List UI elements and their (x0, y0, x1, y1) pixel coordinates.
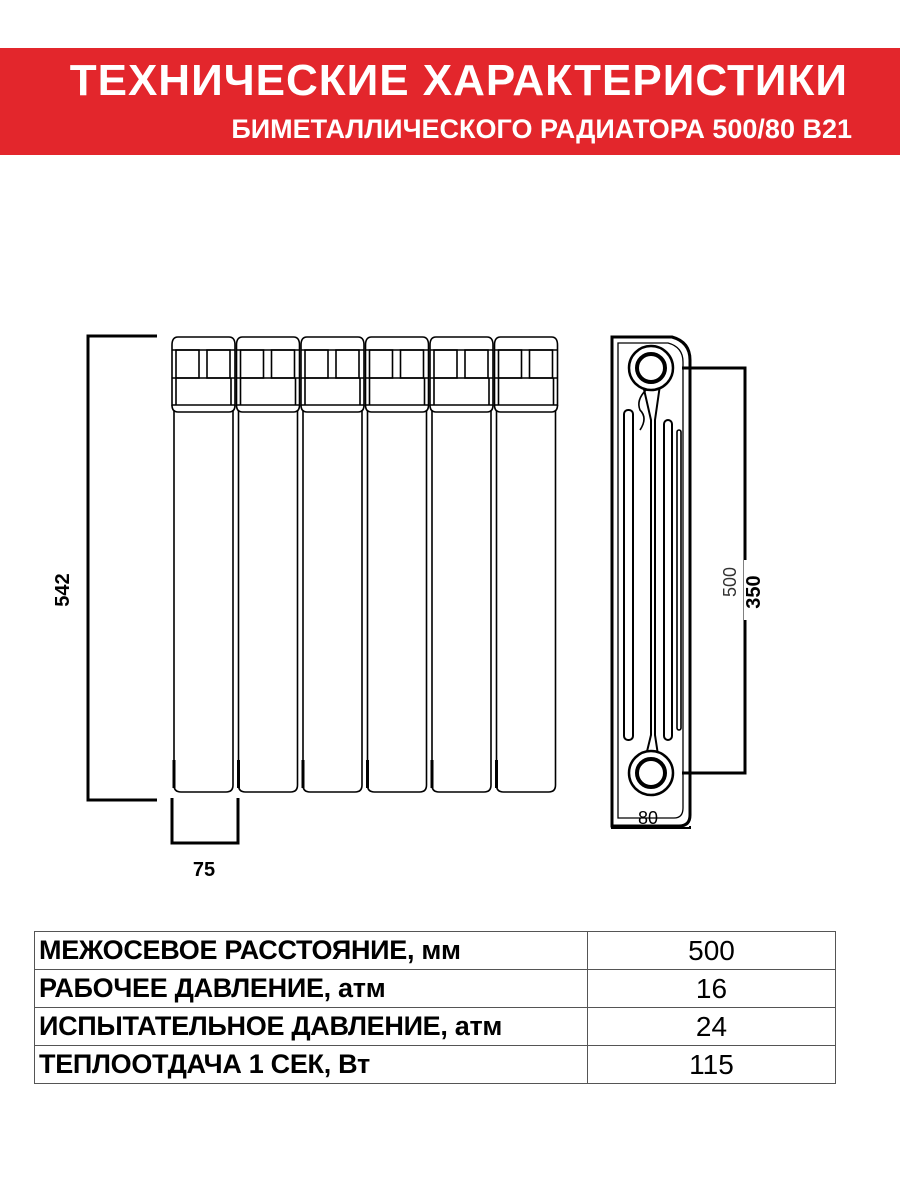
spec-label: РАБОЧЕЕ ДАВЛЕНИЕ, атм (35, 970, 588, 1008)
radiator-section (366, 337, 429, 792)
spec-row (35, 1008, 836, 1046)
spec-row (35, 932, 836, 970)
spec-label: ТЕПЛООТДАЧА 1 СЕК, Вт (35, 1046, 588, 1084)
spec-value: 24 (588, 1008, 836, 1046)
radiator-section (237, 337, 300, 792)
spec-value: 500 (588, 932, 836, 970)
spec-row (35, 1046, 836, 1084)
front-view (172, 337, 558, 792)
axis-distance-label: 500 (720, 566, 740, 598)
inner-dimension-label: 350 (743, 575, 765, 609)
spec-row (35, 970, 836, 1008)
radiator-section (301, 337, 364, 792)
section-width-label: 75 (192, 859, 216, 881)
height-dimension (88, 336, 157, 800)
page-subtitle: БИМЕТАЛЛИЧЕСКОГО РАДИАТОРА 500/80 B21 (231, 114, 852, 144)
radiator-section (430, 337, 493, 792)
spec-label: МЕЖОСЕВОЕ РАССТОЯНИЕ, мм (35, 932, 588, 970)
specs-table (34, 931, 836, 1084)
radiator-section (495, 337, 558, 792)
section-width-dimension (172, 798, 238, 843)
side-view (612, 337, 690, 826)
spec-value: 115 (588, 1046, 836, 1084)
spec-label: ИСПЫТАТЕЛЬНОЕ ДАВЛЕНИЕ, атм (35, 1008, 588, 1046)
radiator-section (172, 337, 235, 792)
height-label: 542 (52, 573, 74, 607)
spec-value: 16 (588, 970, 836, 1008)
depth-label: 80 (637, 808, 659, 828)
page-title: ТЕХНИЧЕСКИЕ ХАРАКТЕРИСТИКИ (69, 56, 848, 105)
